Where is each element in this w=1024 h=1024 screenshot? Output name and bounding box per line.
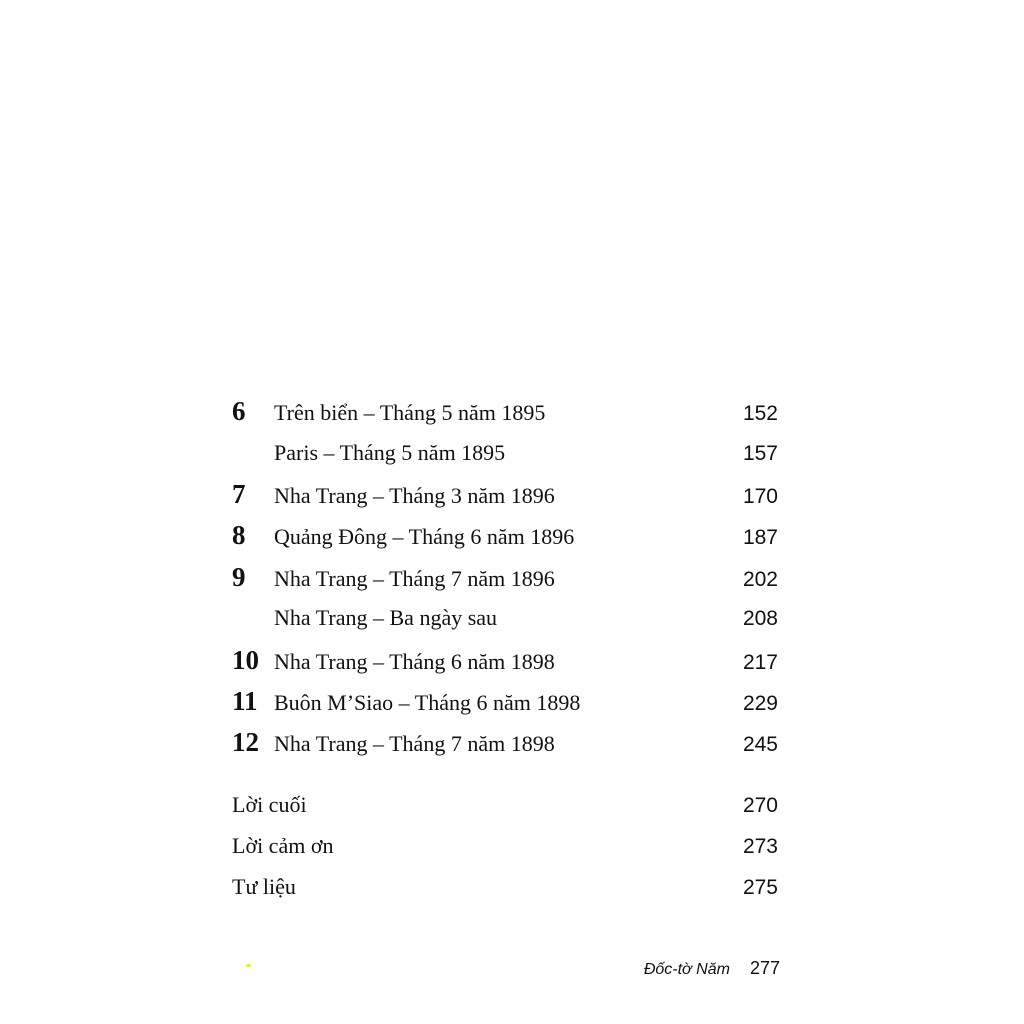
entry-page-number: 270 <box>742 794 778 817</box>
entry-page-number: 273 <box>742 835 778 858</box>
entry-page-number: 229 <box>742 692 778 715</box>
entry-title: Trên biển – Tháng 5 năm 1895 <box>274 400 546 425</box>
entry-title: Paris – Tháng 5 năm 1895 <box>274 440 506 465</box>
folio-page-number: 277 <box>749 958 780 978</box>
entry-title: Nha Trang – Tháng 3 năm 1896 <box>274 483 555 508</box>
entry-page-number: 275 <box>742 876 778 899</box>
chapter-number: 8 <box>232 520 246 550</box>
toc-entry <box>232 436 778 470</box>
entry-title: Nha Trang – Tháng 7 năm 1898 <box>274 731 555 756</box>
entry-title: Lời cảm ơn <box>232 833 334 858</box>
page-footer <box>600 958 780 986</box>
entry-page-number: 202 <box>742 568 778 591</box>
entry-title: Nha Trang – Tháng 6 năm 1898 <box>274 649 555 674</box>
entry-page-number: 187 <box>742 526 778 549</box>
back-matter-entry <box>232 829 778 863</box>
entry-title: Lời cuối <box>232 792 307 817</box>
entry-title: Quảng Đông – Tháng 6 năm 1896 <box>274 524 575 549</box>
toc-entry <box>232 684 778 718</box>
toc-entry <box>232 394 778 428</box>
chapter-number: 10 <box>232 645 259 675</box>
entry-page-number: 152 <box>742 402 778 425</box>
entry-page-number: 217 <box>742 651 778 674</box>
entry-title: Buôn M’Siao – Tháng 6 năm 1898 <box>274 690 581 715</box>
running-title: Đốc-tờ Năm <box>643 961 730 978</box>
toc-entry <box>232 560 778 594</box>
toc-entry <box>232 601 778 635</box>
toc-entry <box>232 643 778 677</box>
entry-page-number: 208 <box>742 607 778 630</box>
entry-title: Tư liệu <box>232 874 296 899</box>
chapter-number: 12 <box>232 727 259 757</box>
chapter-number: 9 <box>232 562 246 592</box>
entry-title: Nha Trang – Ba ngày sau <box>274 605 498 630</box>
chapter-number: 11 <box>232 686 258 716</box>
entry-page-number: 170 <box>742 485 778 508</box>
toc-entry <box>232 725 778 759</box>
print-speck <box>246 964 251 967</box>
entry-page-number: 157 <box>742 442 778 465</box>
entry-page-number: 245 <box>742 733 778 756</box>
toc-entry <box>232 518 778 552</box>
entry-title: Nha Trang – Tháng 7 năm 1896 <box>274 566 555 591</box>
back-matter-entry <box>232 788 778 822</box>
back-matter-entry <box>232 870 778 904</box>
chapter-number: 6 <box>232 396 246 426</box>
toc-entry <box>232 477 778 511</box>
chapter-number: 7 <box>232 479 246 509</box>
